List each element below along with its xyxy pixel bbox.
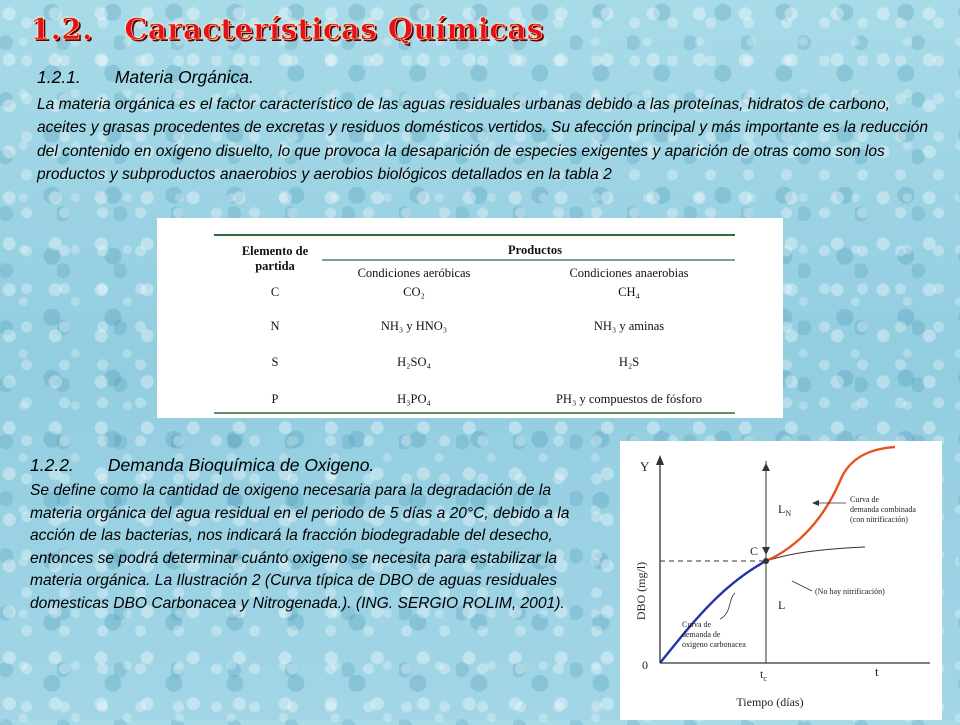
products-table bbox=[157, 218, 783, 418]
combined-annotation-line3: (con nitrificación) bbox=[850, 515, 908, 524]
page-title: 1.2. Características Químicas bbox=[30, 12, 544, 46]
group-header-products: Productos bbox=[508, 243, 562, 257]
table-cell-aerobic: H₃PO₄ bbox=[397, 392, 431, 406]
table-cell-element: P bbox=[271, 392, 279, 406]
no-nitrification-leader bbox=[792, 581, 812, 591]
combined-curve bbox=[766, 447, 895, 561]
x-axis-letter: t bbox=[875, 664, 879, 679]
no-nitrification-label: (No hay nitrificación) bbox=[815, 587, 885, 596]
dbo-curve-figure bbox=[620, 441, 942, 720]
x-axis-label: Tiempo (días) bbox=[736, 695, 804, 709]
y-axis-label: DBO (mg/l) bbox=[634, 561, 648, 621]
table-cell-element: S bbox=[271, 355, 279, 369]
origin-label: 0 bbox=[642, 658, 648, 672]
ln-arrow-down-icon bbox=[762, 547, 770, 555]
table-cell-anaerobic: CH₄ bbox=[618, 285, 640, 299]
section-paragraph-dbo: Se define como la cantidad de oxigeno necesaria para la degradación de la materia orgánica del agua residual en el periodo de 5 días a 20°C, debido a la acción de las bacterias, nos indicará la fracción biodegradable del desecho, entonces se podrá determinar cuánto oxigeno se necesita para estabilizar la materia orgánica. La Ilustración 2 (Curva típica de DBO de aguas residuales domesticas DBO Carbonacea y Nitrogenada.). (ING. SERGIO ROLIM, 2001). bbox=[30, 482, 570, 612]
col-header-anaerobic: Condiciones anaerobias bbox=[569, 266, 689, 280]
section-heading-materia-organica: 1.2.1. Materia Orgánica. bbox=[37, 67, 254, 87]
section-heading-dbo: 1.2.2. Demanda Bioquímica de Oxigeno. bbox=[30, 455, 375, 475]
section-paragraph-materia-organica: La materia orgánica es el factor característico de las aguas residuales urbanas debido a las proteínas, hidratos de carbono, aceites y grasas procedentes de excretas y residuos domésticos vertidos. Su afección principal y más importante es la reducción del contenido en oxígeno disuelto, lo que provoca la desaparición de especies exigentes y aparición de otras como son los productos y subproductos anaerobios y aerobios biológicos detallados en la tabla 2 bbox=[37, 96, 929, 184]
table-cell-aerobic: H₂SO₄ bbox=[397, 355, 431, 369]
combined-annotation-line1: Curva de bbox=[850, 495, 880, 504]
table-cell-element: C bbox=[270, 285, 280, 299]
y-axis-arrow-icon bbox=[656, 455, 664, 465]
combined-annotation-arrow-icon bbox=[812, 500, 819, 506]
table-cell-aerobic: CO₂ bbox=[403, 285, 425, 299]
table-cell-anaerobic: PH₃ y compuestos de fósforo bbox=[555, 392, 703, 406]
l-label: L bbox=[778, 598, 786, 612]
point-c-label: C bbox=[750, 544, 759, 558]
y-axis-letter: Y bbox=[640, 459, 650, 474]
ln-arrow-up-icon bbox=[762, 463, 770, 471]
col-header-element-1: Elemento de bbox=[241, 244, 309, 258]
carbonaceous-annotation-line2: demanda de bbox=[682, 630, 721, 639]
dbo-curve-graphic bbox=[620, 441, 942, 720]
table-cell-anaerobic: NH₃ y aminas bbox=[593, 319, 665, 333]
carbonaceous-annotation-leader bbox=[720, 593, 735, 619]
ln-label: $L_N$ bbox=[778, 502, 792, 518]
carbonaceous-annotation-line3: oxigeno carbonacea bbox=[682, 640, 746, 649]
products-table-graphic bbox=[157, 218, 783, 418]
combined-annotation-line2: demanda combinada bbox=[850, 505, 916, 514]
table-cell-element: N bbox=[270, 319, 280, 333]
table-cell-aerobic: NH₃ y HNO₃ bbox=[380, 319, 448, 333]
point-c-marker bbox=[763, 558, 769, 564]
col-header-aerobic: Condiciones aeróbicas bbox=[357, 266, 471, 280]
carbonaceous-annotation-line1: Curva de bbox=[682, 620, 712, 629]
tc-label: $t_c$ bbox=[760, 667, 767, 683]
col-header-element-2: partida bbox=[255, 259, 295, 273]
table-cell-anaerobic: H₂S bbox=[618, 355, 640, 369]
